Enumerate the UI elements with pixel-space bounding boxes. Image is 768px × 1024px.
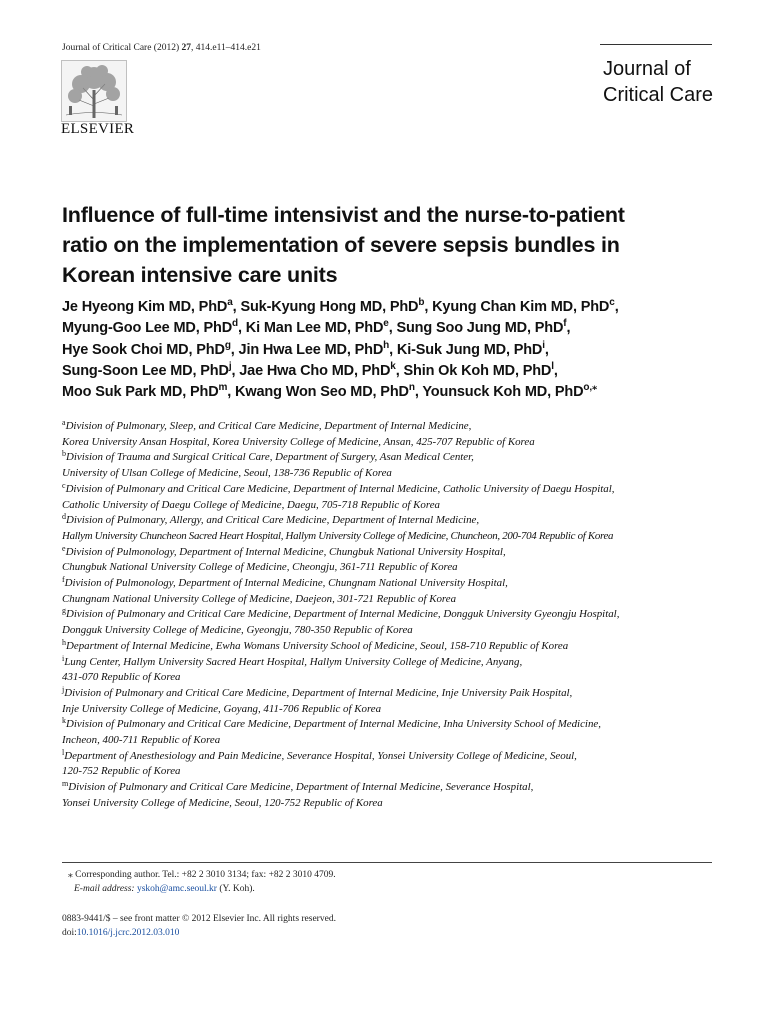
affiliation-text: Department of Internal Medicine, Ewha Womans University School of Medicine, Seoul, 158-710 Republic of Korea (66, 639, 569, 652)
affiliation-list (62, 419, 722, 812)
author-affiliation-mark: o,⁎ (583, 382, 598, 394)
affiliation-line (62, 529, 722, 545)
author-name: Younsuck Koh MD, PhD (422, 384, 584, 401)
affiliation-mark: a (62, 418, 66, 427)
affiliation-text: Korea University Ansan Hospital, Korea University College of Medicine, Ansan, 425-707 Republic of Korea (62, 435, 535, 448)
elsevier-tree-icon (61, 60, 127, 122)
author-name: Hye Sook Choi MD, PhD (62, 341, 225, 358)
author-separator: , (238, 320, 246, 337)
corresponding-author-text: Corresponding author. Tel.: +82 2 3010 3134; fax: +82 2 3010 4709. (72, 870, 336, 880)
author-list (62, 297, 722, 403)
journal-brand (603, 56, 713, 108)
affiliation-line (62, 560, 722, 576)
article-meta (62, 912, 336, 940)
doi-line (62, 926, 336, 940)
affiliation-mark: c (62, 480, 66, 490)
author-separator: , (544, 341, 549, 358)
affiliation-text: Division of Trauma and Surgical Critical Care, Department of Surgery, Asan Medical Center, (66, 451, 474, 464)
affiliation-line (62, 733, 722, 749)
affiliation-mark: f (62, 575, 65, 585)
affiliation-line (62, 576, 722, 592)
affiliation-text: Division of Pulmonary and Critical Care Medicine, Department of Internal Medicine, Inje University Paik Hospital, (64, 686, 573, 699)
author-line (62, 340, 722, 361)
author-name: Jin Hwa Lee MD, PhD (238, 341, 384, 358)
affiliation-text: Division of Pulmonology, Department of Internal Medicine, Chungnam National University Hospital, (64, 577, 508, 590)
publisher-name: ELSEVIER (61, 121, 135, 137)
journal-brand-line-1: Journal of (603, 58, 691, 80)
author-name: Je Hyeong Kim MD, PhD (62, 299, 228, 315)
author-affiliation-mark: i (542, 339, 545, 351)
affiliation-text: Yonsei University College of Medicine, Seoul, 120-752 Republic of Korea (62, 796, 383, 809)
author-separator: , (388, 320, 397, 337)
journal-brand-line-2: Critical Care (603, 84, 714, 106)
footnote-divider (62, 862, 712, 863)
author-separator: , (227, 384, 236, 401)
email-link[interactable]: yskoh@amc.seoul.kr (136, 884, 217, 894)
affiliation-line (62, 466, 722, 482)
affiliation-line (62, 435, 722, 451)
author-name: Kyung Chan Kim MD, PhD (432, 299, 610, 315)
author-affiliation-mark: h (383, 339, 390, 351)
affiliation-line (62, 545, 722, 561)
doi-link[interactable]: 10.1016/j.jcrc.2012.03.010 (76, 928, 180, 938)
author-name: Ki Man Lee MD, PhD (245, 320, 384, 337)
affiliation-text: 120-752 Republic of Korea (62, 765, 181, 778)
affiliation-mark: b (62, 449, 66, 459)
author-affiliation-mark: e (383, 318, 389, 330)
author-name: Moo Suk Park MD, PhD (62, 384, 219, 401)
affiliation-text: Catholic University of Daegu College of Medicine, Daegu, 705-718 Republic of Korea (62, 498, 440, 511)
author-affiliation-mark: n (408, 382, 415, 394)
citation-volume: 27 (181, 43, 192, 53)
author-separator: , (614, 299, 619, 315)
email-suffix: (Y. Koh). (216, 884, 255, 894)
author-separator: , (566, 320, 571, 337)
citation-prefix: Journal of Critical Care (2012) (62, 43, 182, 53)
footnote-star: ⁎ (68, 870, 73, 880)
author-separator: , (232, 299, 241, 315)
title-line: ratio on the implementation of severe sepsis bundles in (62, 233, 620, 257)
affiliation-mark: e (62, 543, 66, 553)
affiliation-text: Dongguk University College of Medicine, Gyeongju, 780-350 Republic of Korea (62, 624, 413, 637)
affiliation-mark: k (62, 716, 66, 726)
affiliation-mark: g (62, 606, 66, 616)
affiliation-text: 431-070 Republic of Korea (62, 671, 181, 684)
affiliation-line (62, 670, 722, 686)
affiliation-text: Division of Pulmonary, Sleep, and Critical Care Medicine, Department of Internal Medicine, (65, 420, 472, 432)
affiliation-line (62, 607, 722, 623)
article-title (62, 200, 722, 290)
affiliation-mark: m (62, 779, 69, 789)
affiliation-line (62, 623, 722, 639)
affiliation-text: Hallym University Chuncheon Sacred Heart Hospital, Hallym University College of Medicine, Chuncheon, 200-704 Republic of Korea (62, 529, 614, 542)
affiliation-text: Incheon, 400-711 Republic of Korea (62, 734, 221, 747)
affiliation-text: Division of Pulmonary and Critical Care Medicine, Department of Internal Medicine, Inha University School of Medicine, (66, 718, 601, 731)
author-separator: , (395, 362, 404, 379)
affiliation-line (62, 702, 722, 718)
author-affiliation-mark: k (390, 360, 396, 372)
author-affiliation-mark: l (551, 360, 554, 372)
author-line (62, 382, 722, 403)
affiliation-text: Chungbuk National University College of Medicine, Cheongju, 361-711 Republic of Korea (62, 561, 458, 574)
author-line (62, 361, 722, 382)
author-affiliation-mark: d (232, 318, 239, 330)
footnote (62, 868, 712, 896)
author-name: Jae Hwa Cho MD, PhD (239, 362, 391, 379)
affiliation-line (62, 796, 722, 812)
affiliation-text: Department of Anesthesiology and Pain Medicine, Severance Hospital, Yonsei University College of Medicine, Seoul, (64, 749, 577, 762)
affiliation-text: Division of Pulmonary and Critical Care Medicine, Department of Internal Medicine, Catholic University of Daegu Hospital, (65, 482, 615, 495)
affiliation-mark: h (62, 637, 66, 647)
email-note (62, 882, 712, 896)
author-name: Sung-Soon Lee MD, PhD (62, 362, 229, 379)
journal-citation (62, 43, 261, 53)
affiliation-text: Division of Pulmonary, Allergy, and Critical Care Medicine, Department of Internal Medicine, (66, 514, 480, 527)
email-label: E-mail address: (74, 884, 137, 894)
affiliation-text: Division of Pulmonary and Critical Care Medicine, Department of Internal Medicine, Severance Hospital, (68, 781, 534, 794)
affiliation-line (62, 592, 722, 608)
author-affiliation-mark: a (227, 297, 233, 308)
doi-label: doi: (62, 928, 77, 938)
affiliation-line (62, 450, 722, 466)
author-line (62, 318, 722, 339)
affiliation-line (62, 780, 722, 796)
author-affiliation-mark: m (218, 382, 228, 394)
issn-line: 0883-9441/$ – see front matter © 2012 Elsevier Inc. All rights reserved. (62, 914, 336, 924)
affiliation-line (62, 482, 722, 498)
author-name: Kwang Won Seo MD, PhD (235, 384, 409, 401)
affiliation-line (62, 498, 722, 514)
affiliation-line (62, 655, 722, 671)
title-line: Influence of full-time intensivist and the nurse-to-patient (62, 203, 625, 227)
affiliation-text: University of Ulsan College of Medicine, Seoul, 138-736 Republic of Korea (62, 467, 392, 480)
author-affiliation-mark: f (563, 318, 567, 330)
author-affiliation-mark: g (224, 339, 231, 351)
affiliation-mark: i (62, 653, 65, 663)
citation-pages: , 414.e11–414.e21 (191, 43, 261, 53)
author-separator: , (424, 299, 433, 315)
affiliation-line (62, 749, 722, 765)
journal-brand-rule (600, 44, 712, 45)
author-separator: , (389, 341, 397, 358)
affiliation-mark: l (62, 747, 65, 757)
author-affiliation-mark: b (418, 297, 425, 308)
author-name: Shin Ok Koh MD, PhD (403, 362, 552, 379)
author-name: Ki-Suk Jung MD, PhD (396, 341, 543, 358)
author-name: Myung-Goo Lee MD, PhD (62, 320, 233, 337)
affiliation-line (62, 513, 722, 529)
author-separator: , (231, 362, 240, 379)
author-affiliation-mark: j (228, 360, 232, 372)
author-line (62, 297, 722, 318)
author-name: Sung Soo Jung MD, PhD (396, 320, 564, 337)
author-name: Suk-Kyung Hong MD, PhD (240, 299, 419, 315)
affiliation-text: Chungnam National University College of Medicine, Daejeon, 301-721 Republic of Korea (62, 592, 457, 605)
affiliation-line (62, 419, 722, 435)
affiliation-line (62, 686, 722, 702)
author-affiliation-mark: c (609, 297, 615, 308)
corresponding-author-note (62, 868, 712, 882)
elsevier-logo (61, 60, 135, 138)
affiliation-line (62, 764, 722, 780)
author-separator: , (230, 341, 239, 358)
affiliation-mark: d (62, 512, 66, 522)
affiliation-text: Lung Center, Hallym University Sacred Heart Hospital, Hallym University College of Medicine, Anyang, (64, 655, 523, 668)
affiliation-text: Division of Pulmonology, Department of Internal Medicine, Chungbuk National University Hospital, (65, 545, 506, 558)
affiliation-line (62, 639, 722, 655)
title-line: Korean intensive care units (62, 263, 338, 287)
affiliation-text: Inje University College of Medicine, Goyang, 411-706 Republic of Korea (62, 702, 382, 715)
author-separator: , (553, 362, 558, 379)
affiliation-line (62, 717, 722, 733)
affiliation-mark: j (62, 684, 65, 694)
author-separator: , (414, 384, 423, 401)
affiliation-text: Division of Pulmonary and Critical Care Medicine, Department of Internal Medicine, Dongguk University Gyeongju Hospital, (66, 608, 620, 621)
